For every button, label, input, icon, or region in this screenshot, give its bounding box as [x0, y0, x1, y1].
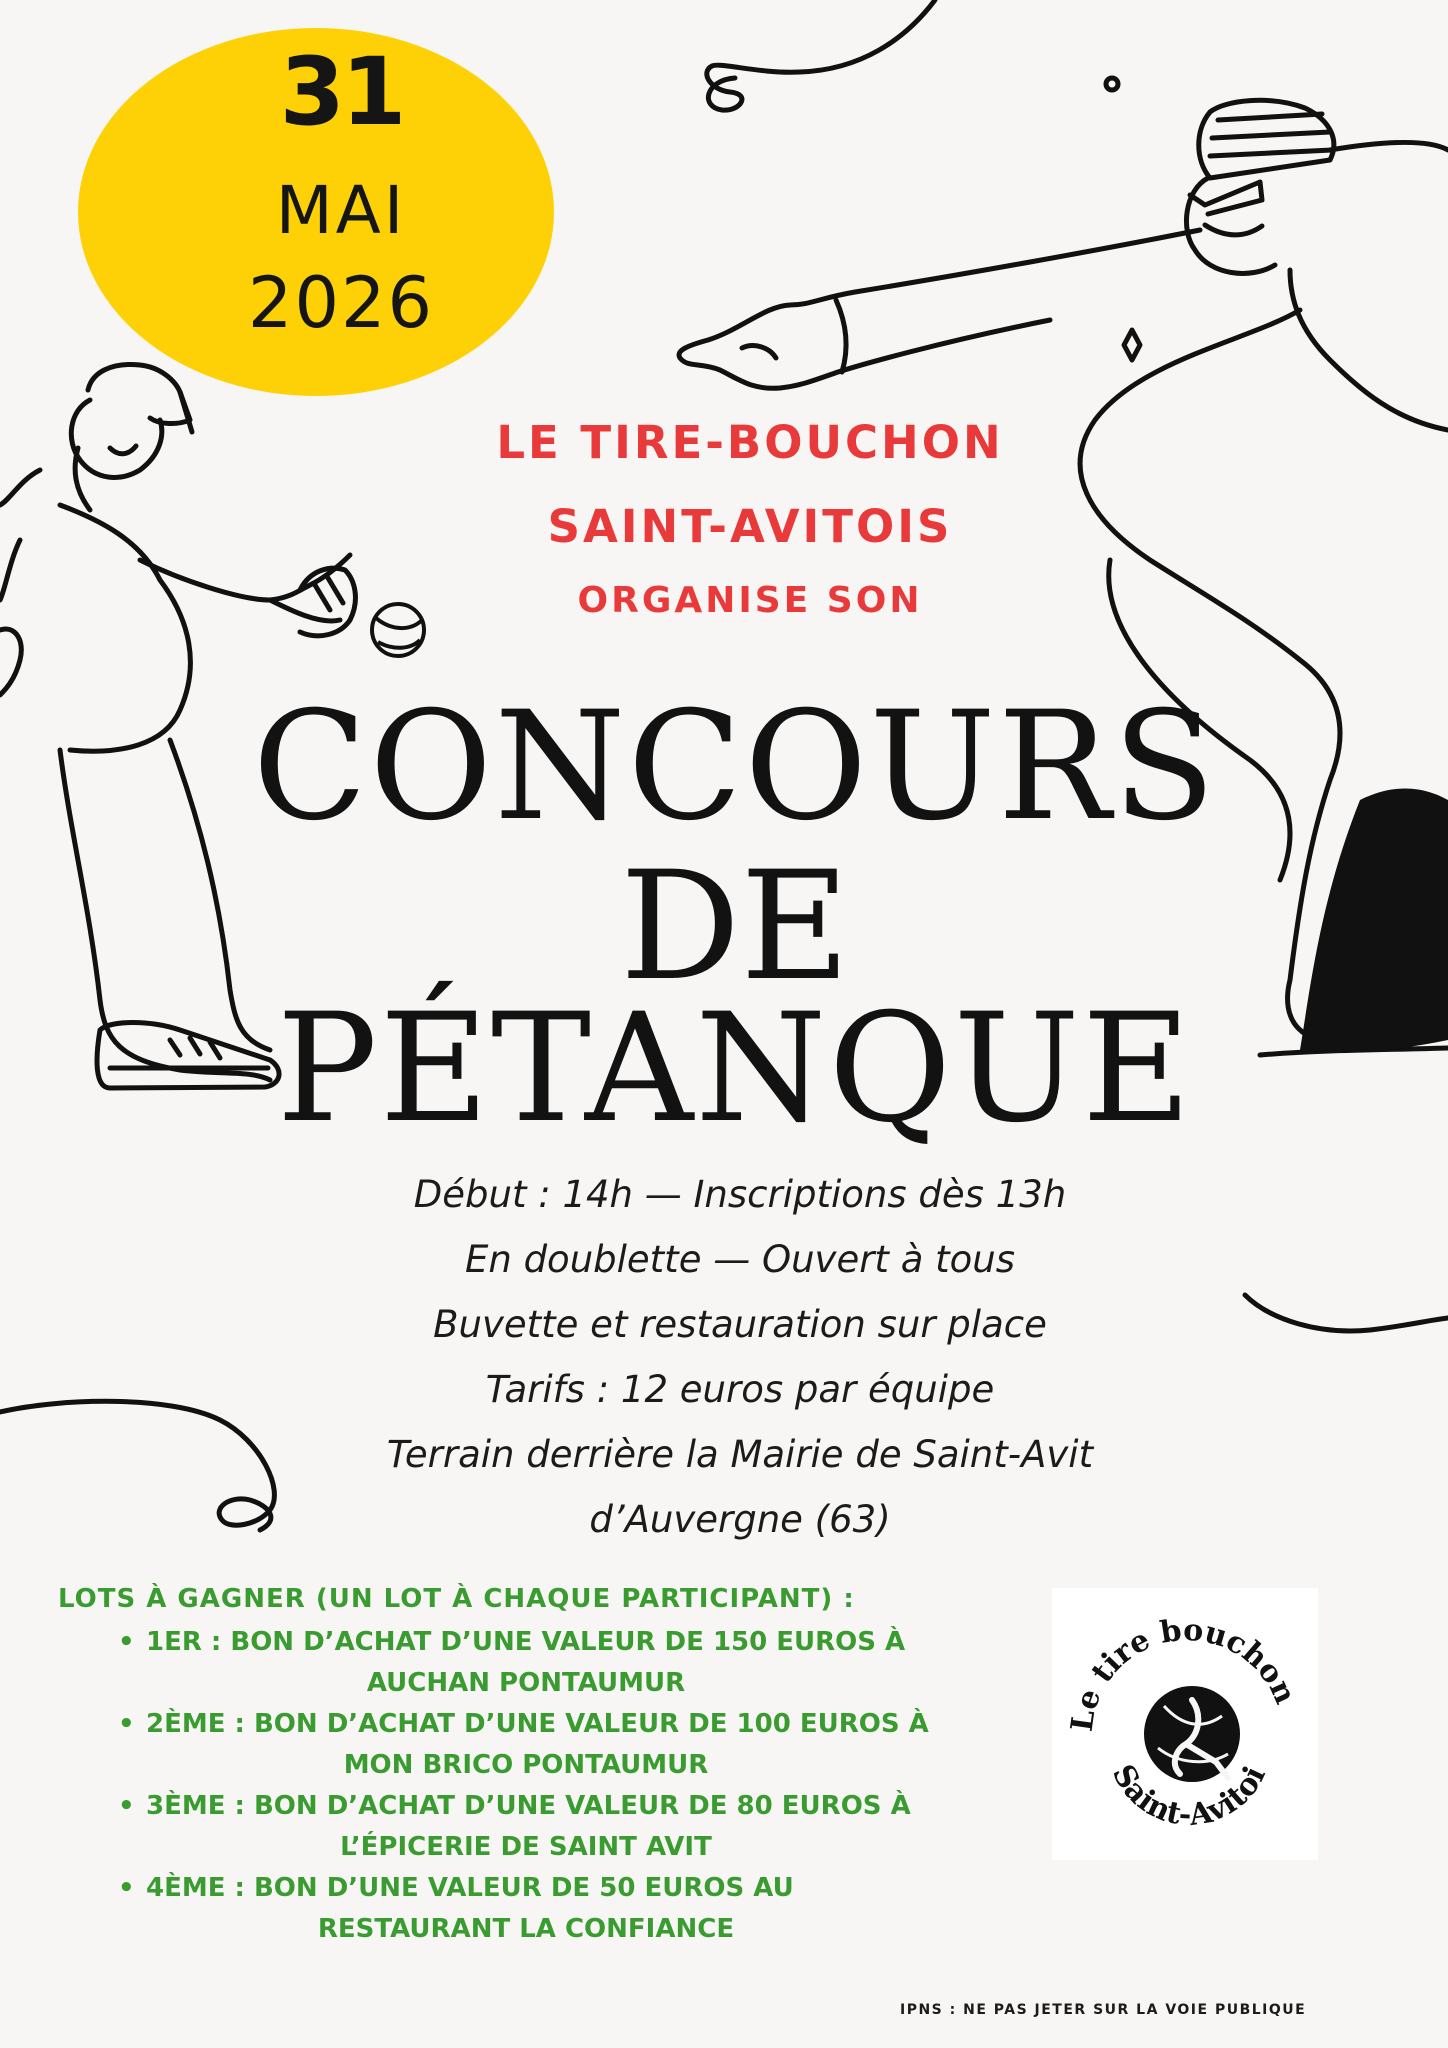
prize-text: 4ÈME : BON D’UNE VALEUR DE 50 EUROS AU [146, 1873, 794, 1903]
prizes-list [58, 1622, 978, 1950]
list-item [118, 1868, 978, 1950]
prize-text: 3ÈME : BON D’ACHAT D’UNE VALEUR DE 80 EUROS À [146, 1791, 911, 1821]
left-player-fist [0, 629, 21, 695]
right-player-dark-pants [1300, 788, 1448, 1052]
squiggle-right [1245, 1295, 1448, 1331]
prize-text: 1ER : BON D’ACHAT D’UNE VALEUR DE 150 EUROS À [146, 1627, 906, 1657]
detail-catering: Buvette et restauration sur place [433, 1303, 1047, 1346]
right-player-back [1330, 143, 1448, 151]
prize-text-cont: MON BRICO PONTAUMUR [343, 1750, 709, 1780]
event-title-line-3: PÉTANQUE [276, 982, 1194, 1156]
date-month: MAI [275, 172, 407, 249]
event-title-line-1: CONCOURS [252, 680, 1218, 854]
squiggle-top [707, 0, 935, 110]
bullet: • [118, 1709, 135, 1739]
date-day: 31 [279, 38, 403, 147]
prizes-heading: LOTS À GAGNER (UN LOT À CHAQUE PARTICIPANT) : [58, 1584, 855, 1614]
logo-top-text: Le tire bouchon [1064, 1612, 1303, 1734]
list-item [118, 1786, 978, 1868]
left-player-torso [0, 470, 40, 505]
detail-pricing: Tarifs : 12 euros par équipe [485, 1368, 995, 1411]
prize-text-cont: RESTAURANT LA CONFIANCE [317, 1914, 735, 1944]
logo-bottom-text: Saint-Avitoi [1104, 1759, 1273, 1834]
detail-location: Terrain derrière la Mairie de Saint-Avit [386, 1433, 1094, 1476]
prize-text-cont: L’ÉPICERIE DE SAINT AVIT [340, 1832, 712, 1862]
event-title-line-2: DE [620, 840, 850, 1014]
small-ring [1106, 78, 1118, 90]
bullet: • [118, 1873, 135, 1903]
bullet: • [118, 1791, 135, 1821]
detail-location-2: d’Auvergne (63) [589, 1498, 891, 1541]
bullet: • [118, 1627, 135, 1657]
date-year: 2026 [247, 262, 435, 344]
squiggle-left [0, 1401, 274, 1530]
event-details [280, 1162, 1200, 1552]
sparkle [1124, 330, 1140, 360]
detail-format: En doublette — Ouvert à tous [464, 1238, 1015, 1281]
prize-text: 2ÈME : BON D’ACHAT D’UNE VALEUR DE 100 EUROS À [146, 1709, 929, 1739]
prize-text-cont: AUCHAN PONTAUMUR [366, 1668, 686, 1698]
left-player-cap [88, 364, 190, 423]
right-player-torso [1290, 270, 1448, 430]
list-item [118, 1704, 978, 1786]
organizer-line-3: ORGANISE SON [577, 580, 923, 621]
club-logo [1052, 1588, 1318, 1860]
ipns-notice: IPNS : NE PAS JETER SUR LA VOIE PUBLIQUE [900, 2002, 1307, 2018]
logo-emblem [1052, 1588, 1318, 1860]
right-player-arm [679, 230, 1200, 388]
organizer-line-1: LE TIRE-BOUCHON [496, 416, 1004, 469]
list-item [118, 1622, 978, 1704]
detail-schedule: Début : 14h — Inscriptions dès 13h [413, 1173, 1067, 1216]
prizes-section [58, 1584, 978, 1950]
organizer-line-2: SAINT-AVITOIS [547, 500, 953, 553]
left-player-face [71, 400, 162, 477]
